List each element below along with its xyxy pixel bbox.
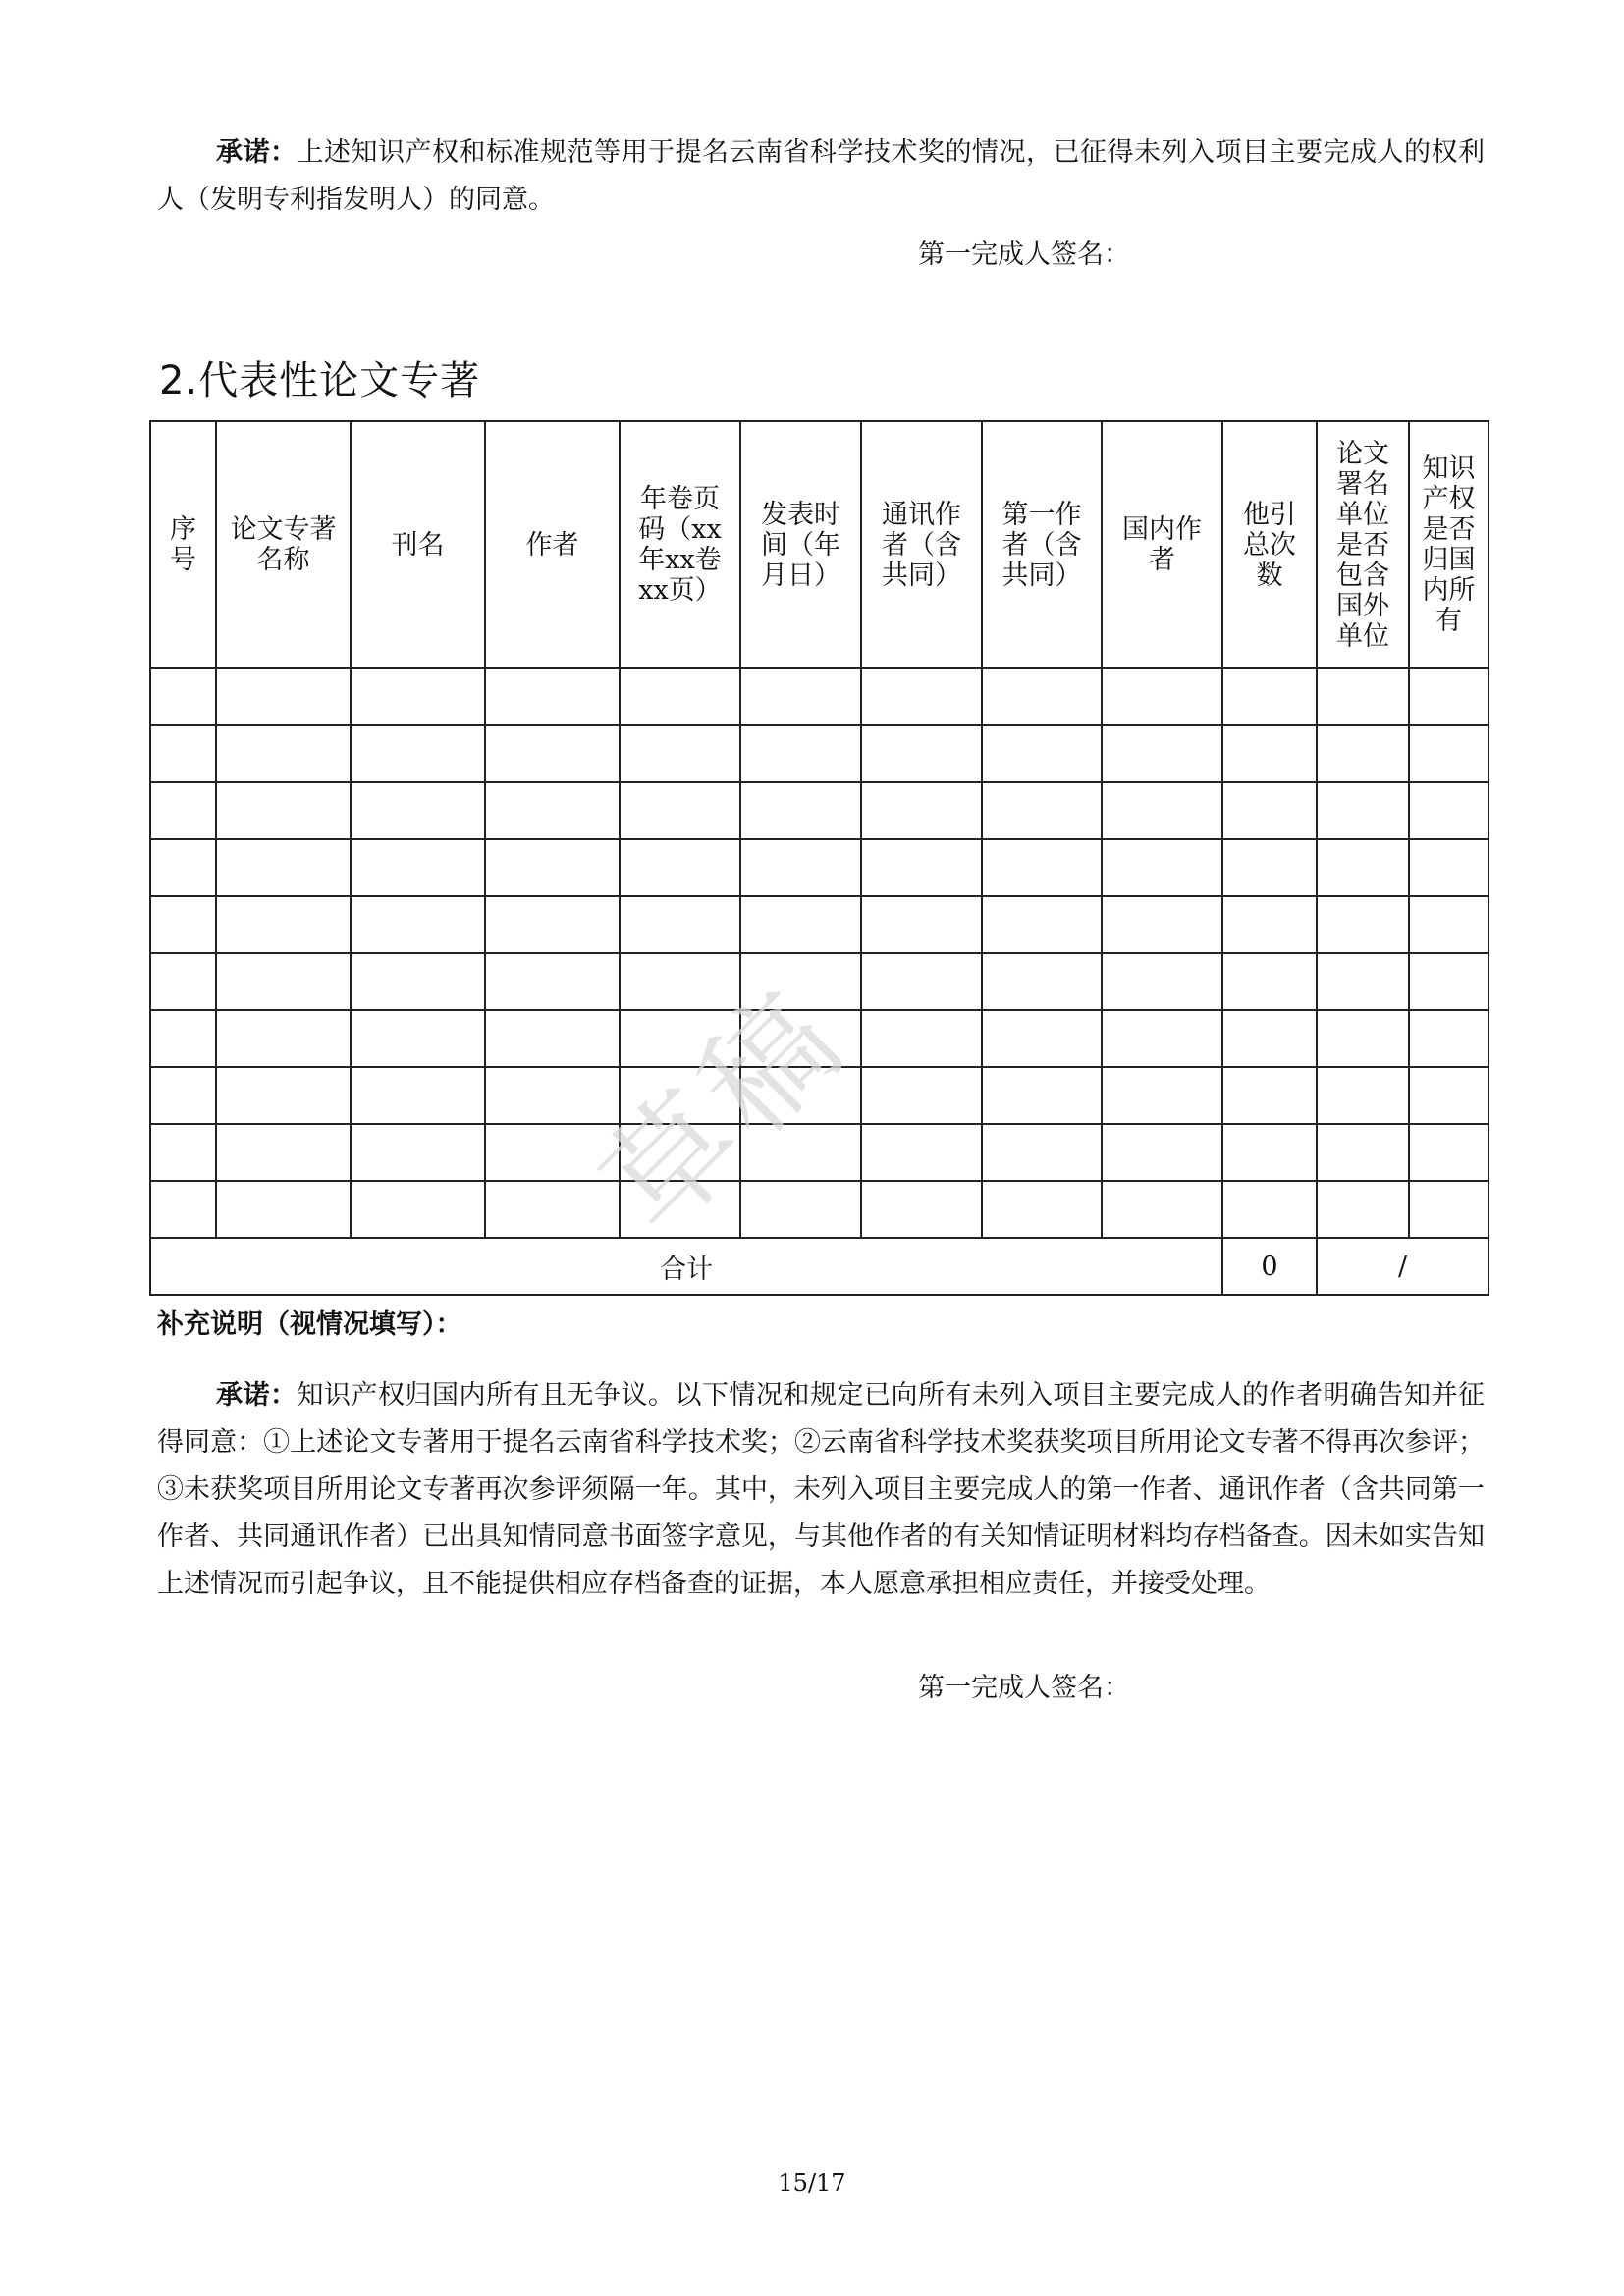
table-cell[interactable]	[861, 782, 982, 839]
promise-text: 知识产权归国内所有且无争议。以下情况和规定已向所有未列入项目主要完成人的作者明确告知并征得同意：①上述论文专著用于提名云南省科学技术奖；②云南省科学技术奖获奖项目所用论文专著不得再次参评；③未获奖项目所用论文专著再次参评须隔一年。其中，未列入项目主要完成人的第一作者、通讯作者（含共同第一作者、共同通讯作者）已出具知情同意书面签字意见，与其他作者的有关知情证明材料均存档备查。因未如实告知上述情况而引起争议，且不能提供相应存档备查的证据，本人愿意承担相应责任，并接受处理。	[157, 1380, 1485, 1599]
table-cell[interactable]	[1409, 725, 1489, 782]
table-cell[interactable]	[485, 1010, 620, 1067]
table-cell[interactable]	[982, 953, 1102, 1010]
table-row	[150, 896, 1489, 953]
table-cell[interactable]	[861, 896, 982, 953]
table-cell[interactable]	[620, 953, 740, 1010]
table-cell[interactable]	[982, 839, 1102, 896]
table-cell[interactable]	[982, 1067, 1102, 1124]
table-cell[interactable]	[1317, 725, 1409, 782]
table-cell[interactable]	[1102, 1124, 1222, 1181]
signature-label-2: 第一完成人签名：	[918, 1673, 1130, 1703]
table-cell[interactable]	[1222, 839, 1317, 896]
table-cell[interactable]	[1317, 668, 1409, 725]
table-cell[interactable]	[485, 896, 620, 953]
table-row	[150, 839, 1489, 896]
table-cell[interactable]	[1222, 896, 1317, 953]
table-cell[interactable]	[216, 1181, 351, 1238]
table-cell[interactable]	[216, 839, 351, 896]
table-cell[interactable]	[351, 1124, 485, 1181]
table-cell[interactable]	[216, 725, 351, 782]
table-cell[interactable]	[1102, 953, 1222, 1010]
table-cell[interactable]	[1317, 1124, 1409, 1181]
header-cell: 刊名	[351, 421, 485, 668]
table-cell[interactable]	[216, 1124, 351, 1181]
table-cell[interactable]	[485, 1124, 620, 1181]
header-cell: 作者	[485, 421, 620, 668]
table-cell[interactable]	[982, 725, 1102, 782]
table-cell[interactable]	[1222, 1010, 1317, 1067]
table-cell[interactable]	[351, 1067, 485, 1124]
table-cell[interactable]	[1409, 1124, 1489, 1181]
papers-table	[149, 420, 1489, 1296]
promise-label: 承诺：	[216, 137, 298, 168]
table-cell[interactable]	[150, 896, 216, 953]
promise-paragraph-1	[157, 130, 1485, 224]
total-citations: 0	[1222, 1238, 1317, 1295]
table-cell[interactable]	[1317, 1067, 1409, 1124]
table-row	[150, 953, 1489, 1010]
table-cell[interactable]	[351, 953, 485, 1010]
table-cell[interactable]	[740, 725, 861, 782]
header-cell: 论文署名单位是否包含国外单位	[1317, 421, 1409, 668]
table-cell[interactable]	[1409, 953, 1489, 1010]
table-cell[interactable]	[740, 668, 861, 725]
table-cell[interactable]	[351, 782, 485, 839]
table-cell[interactable]	[150, 953, 216, 1010]
table-cell[interactable]	[1102, 725, 1222, 782]
table-cell[interactable]	[1222, 668, 1317, 725]
page-number: 15/17	[778, 2169, 846, 2197]
table-cell[interactable]	[740, 839, 861, 896]
table-cell[interactable]	[1222, 1124, 1317, 1181]
table-header-row	[150, 421, 1489, 668]
table-cell[interactable]	[216, 1010, 351, 1067]
header-cell: 他引总次数	[1222, 421, 1317, 668]
section-title: 2.代表性论文专著	[159, 358, 481, 403]
table-cell[interactable]	[861, 1010, 982, 1067]
table-cell[interactable]	[740, 1067, 861, 1124]
header-cell: 第一作者（含共同）	[982, 421, 1102, 668]
signature-label-1: 第一完成人签名：	[918, 240, 1130, 270]
table-cell[interactable]	[150, 1124, 216, 1181]
header-cell: 论文专著名称	[216, 421, 351, 668]
table-cell[interactable]	[150, 782, 216, 839]
table-cell[interactable]	[351, 668, 485, 725]
table-cell[interactable]	[740, 1181, 861, 1238]
table-cell[interactable]	[216, 896, 351, 953]
header-cell: 序号	[150, 421, 216, 668]
table-cell[interactable]	[1409, 1181, 1489, 1238]
header-cell: 通讯作者（含共同）	[861, 421, 982, 668]
table-cell[interactable]	[861, 1181, 982, 1238]
header-cell: 年卷页码（xx年xx卷xx页）	[620, 421, 740, 668]
table-cell[interactable]	[216, 668, 351, 725]
table-cell[interactable]	[1409, 896, 1489, 953]
table-cell[interactable]	[620, 896, 740, 953]
table-row	[150, 1124, 1489, 1181]
table-cell[interactable]	[740, 1124, 861, 1181]
table-cell[interactable]	[1317, 839, 1409, 896]
table-cell[interactable]	[861, 668, 982, 725]
table-cell[interactable]	[861, 1124, 982, 1181]
table-cell[interactable]	[1102, 1181, 1222, 1238]
table-cell[interactable]	[982, 668, 1102, 725]
table-cell[interactable]	[1102, 668, 1222, 725]
header-cell: 发表时间（年月日）	[740, 421, 861, 668]
total-label: 合计	[150, 1238, 1222, 1295]
promise-text: 上述知识产权和标准规范等用于提名云南省科学技术奖的情况，已征得未列入项目主要完成人的权利人（发明专利指发明人）的同意。	[157, 137, 1485, 215]
table-cell[interactable]	[740, 896, 861, 953]
table-cell[interactable]	[1317, 896, 1409, 953]
promise-paragraph-2	[157, 1372, 1485, 1608]
table-cell[interactable]	[216, 1067, 351, 1124]
table-cell[interactable]	[620, 1124, 740, 1181]
table-cell[interactable]	[1409, 1010, 1489, 1067]
header-cell: 国内作者	[1102, 421, 1222, 668]
table-cell[interactable]	[1409, 668, 1489, 725]
table-total-row	[150, 1238, 1489, 1295]
table-cell[interactable]	[351, 1181, 485, 1238]
table-cell[interactable]	[982, 782, 1102, 839]
table-cell[interactable]	[1222, 953, 1317, 1010]
table-cell[interactable]	[150, 1067, 216, 1124]
table-cell[interactable]	[982, 1010, 1102, 1067]
table-cell[interactable]	[1102, 1067, 1222, 1124]
table-cell[interactable]	[1102, 839, 1222, 896]
table-cell[interactable]	[485, 839, 620, 896]
table-cell[interactable]	[620, 839, 740, 896]
table-row	[150, 782, 1489, 839]
table-cell[interactable]	[620, 1067, 740, 1124]
table-cell[interactable]	[1102, 782, 1222, 839]
table-cell[interactable]	[861, 725, 982, 782]
table-cell[interactable]	[1222, 782, 1317, 839]
table-cell[interactable]	[485, 953, 620, 1010]
table-cell[interactable]	[150, 725, 216, 782]
table-cell[interactable]	[351, 839, 485, 896]
table-cell[interactable]	[1222, 1067, 1317, 1124]
table-cell[interactable]	[982, 1181, 1102, 1238]
supplement-label: 补充说明（视情况填写）：	[157, 1309, 462, 1340]
table-cell[interactable]	[1222, 725, 1317, 782]
draft-watermark: 草稿	[573, 960, 875, 1260]
table-cell[interactable]	[485, 1181, 620, 1238]
table-row	[150, 725, 1489, 782]
table-cell[interactable]	[1317, 1010, 1409, 1067]
table-cell[interactable]	[740, 782, 861, 839]
table-cell[interactable]	[1102, 896, 1222, 953]
table-cell[interactable]	[1102, 1010, 1222, 1067]
table-cell[interactable]	[150, 1010, 216, 1067]
table-cell[interactable]	[485, 1067, 620, 1124]
table-row	[150, 668, 1489, 725]
table-cell[interactable]	[150, 839, 216, 896]
table-cell[interactable]	[982, 896, 1102, 953]
table-row	[150, 1010, 1489, 1067]
table-cell[interactable]	[1317, 1181, 1409, 1238]
table-cell[interactable]	[351, 725, 485, 782]
table-cell[interactable]	[620, 1010, 740, 1067]
table-cell[interactable]	[620, 668, 740, 725]
table-cell[interactable]	[485, 725, 620, 782]
table-cell[interactable]	[740, 1010, 861, 1067]
table-cell[interactable]	[982, 1124, 1102, 1181]
table-cell[interactable]	[620, 725, 740, 782]
promise-label: 承诺：	[216, 1380, 298, 1411]
table-row	[150, 1181, 1489, 1238]
table-cell[interactable]	[1317, 953, 1409, 1010]
table-cell[interactable]	[351, 1010, 485, 1067]
table-cell[interactable]	[1317, 782, 1409, 839]
table-cell[interactable]	[150, 668, 216, 725]
table-cell[interactable]	[150, 1181, 216, 1238]
header-cell: 知识产权是否归国内所有	[1409, 421, 1489, 668]
table-cell[interactable]	[216, 782, 351, 839]
table-cell[interactable]	[1409, 839, 1489, 896]
table-cell[interactable]	[861, 839, 982, 896]
table-cell[interactable]	[861, 953, 982, 1010]
table-cell[interactable]	[620, 782, 740, 839]
table-cell[interactable]	[1409, 1067, 1489, 1124]
table-row	[150, 1067, 1489, 1124]
table-cell[interactable]	[351, 896, 485, 953]
total-slash: /	[1317, 1238, 1489, 1295]
table-cell[interactable]	[1409, 782, 1489, 839]
table-cell[interactable]	[216, 953, 351, 1010]
table-cell[interactable]	[740, 953, 861, 1010]
table-cell[interactable]	[861, 1067, 982, 1124]
table-cell[interactable]	[1222, 1181, 1317, 1238]
table-cell[interactable]	[620, 1181, 740, 1238]
table-cell[interactable]	[485, 782, 620, 839]
table-cell[interactable]	[485, 668, 620, 725]
